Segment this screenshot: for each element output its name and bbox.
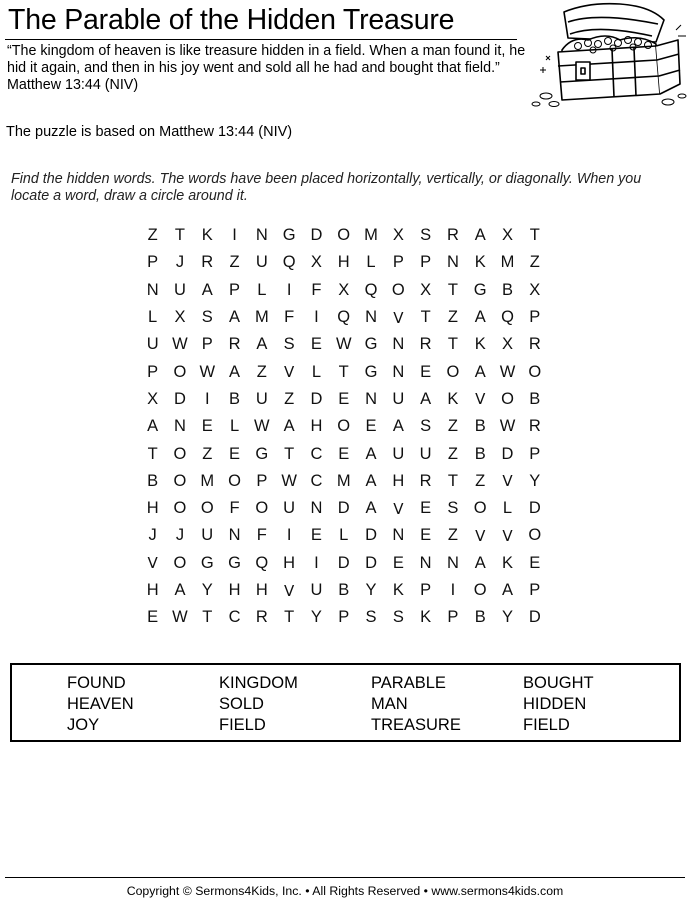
grid-letter[interactable]: B xyxy=(338,581,350,599)
grid-letter[interactable]: E xyxy=(392,553,404,572)
grid-letter[interactable]: S xyxy=(283,335,295,354)
grid-letter[interactable]: O xyxy=(501,389,514,408)
grid-letter[interactable]: N xyxy=(392,335,405,354)
grid-letter[interactable]: Y xyxy=(365,581,377,599)
grid-letter[interactable]: E xyxy=(201,417,213,436)
grid-letter[interactable]: A xyxy=(365,499,377,518)
footer-rule xyxy=(5,877,685,878)
grid-letter[interactable]: K xyxy=(474,253,486,272)
grid-letter[interactable]: I xyxy=(286,526,292,545)
grid-letter[interactable]: J xyxy=(175,253,185,272)
grid-letter[interactable]: A xyxy=(147,417,159,436)
grid-letter[interactable]: R xyxy=(419,471,432,490)
grid-letter[interactable]: Q xyxy=(337,308,351,327)
grid-letter[interactable]: O xyxy=(173,553,187,572)
grid-letter[interactable]: S xyxy=(392,608,404,627)
grid-letter[interactable]: S xyxy=(447,499,459,518)
grid-letter[interactable]: G xyxy=(255,444,269,463)
grid-letter[interactable]: O xyxy=(255,499,269,518)
grid-letter[interactable]: V xyxy=(393,499,404,518)
page-title: The Parable of the Hidden Treasure xyxy=(8,4,455,36)
word-list-item: JOY xyxy=(67,716,100,734)
grid-letter[interactable]: P xyxy=(420,581,432,599)
grid-letter[interactable]: I xyxy=(232,226,237,245)
grid-letter[interactable]: K xyxy=(447,389,459,408)
grid-letter[interactable]: Z xyxy=(229,253,240,272)
grid-letter[interactable]: B xyxy=(147,471,159,490)
grid-letter[interactable]: P xyxy=(420,253,432,272)
grid-letter[interactable]: G xyxy=(364,362,378,381)
grid-letter[interactable]: Q xyxy=(282,253,296,272)
grid-letter[interactable]: X xyxy=(529,280,541,299)
grid-letter[interactable]: E xyxy=(420,499,432,518)
grid-letter[interactable]: W xyxy=(172,335,188,354)
grid-letter[interactable]: I xyxy=(204,389,210,408)
grid-letter[interactable]: A xyxy=(474,308,486,327)
grid-letter[interactable]: T xyxy=(284,444,295,463)
grid-letter[interactable]: N xyxy=(392,526,405,545)
grid-letter[interactable]: M xyxy=(336,471,351,490)
grid-letter[interactable]: X xyxy=(502,226,514,245)
grid-letter[interactable]: E xyxy=(420,362,432,381)
word-list-box xyxy=(10,663,681,742)
grid-letter[interactable]: Q xyxy=(364,280,378,299)
grid-letter[interactable]: I xyxy=(286,280,292,299)
word-list-item: FIELD xyxy=(523,716,570,734)
word-list-item: HIDDEN xyxy=(523,695,587,713)
grid-letter[interactable]: R xyxy=(419,335,432,354)
grid-letter[interactable]: E xyxy=(310,335,322,354)
grid-letter[interactable]: O xyxy=(528,526,542,545)
grid-letter[interactable]: R xyxy=(446,226,459,245)
grid-letter[interactable]: D xyxy=(365,553,377,572)
grid-letter[interactable]: T xyxy=(529,226,540,245)
grid-letter[interactable]: P xyxy=(529,581,541,599)
grid-letter[interactable]: Z xyxy=(447,417,458,436)
grid-letter[interactable]: L xyxy=(502,499,513,518)
grid-letter[interactable]: M xyxy=(364,226,378,245)
grid-letter[interactable]: W xyxy=(335,335,352,354)
grid-letter[interactable]: O xyxy=(337,417,351,436)
puzzle-basis-text: The puzzle is based on Matthew 13:44 (NIV) xyxy=(6,124,293,140)
grid-letter[interactable]: R xyxy=(528,417,541,436)
grid-letter[interactable]: T xyxy=(147,444,158,463)
grid-letter[interactable]: A xyxy=(229,362,241,381)
grid-letter[interactable]: A xyxy=(474,553,486,572)
grid-letter[interactable]: A xyxy=(420,389,432,408)
grid-letter[interactable]: A xyxy=(229,308,241,327)
grid-letter[interactable]: V xyxy=(475,526,486,545)
grid-letter[interactable]: K xyxy=(392,581,404,599)
grid-letter[interactable]: G xyxy=(282,226,296,245)
grid-letter[interactable]: H xyxy=(228,581,241,599)
grid-letter[interactable]: E xyxy=(338,389,350,408)
grid-letter[interactable]: N xyxy=(419,553,432,572)
grid-letter[interactable]: A xyxy=(365,444,377,463)
grid-letter[interactable]: O xyxy=(173,471,187,490)
word-list-item: KINGDOM xyxy=(219,674,298,692)
grid-letter[interactable]: D xyxy=(337,553,350,572)
grid-letter[interactable]: U xyxy=(255,389,268,408)
grid-letter[interactable]: P xyxy=(338,608,350,627)
grid-letter[interactable]: D xyxy=(310,389,323,408)
grid-letter[interactable]: U xyxy=(310,581,323,599)
grid-letter[interactable]: L xyxy=(148,308,158,327)
grid-letter[interactable]: N xyxy=(255,226,268,245)
grid-letter[interactable]: O xyxy=(173,444,187,463)
grid-letter[interactable]: O xyxy=(528,362,542,381)
title-underline xyxy=(5,39,517,40)
grid-letter[interactable]: T xyxy=(447,471,458,490)
grid-letter[interactable]: V xyxy=(502,472,513,491)
grid-letter[interactable]: V xyxy=(502,526,513,545)
grid-letter[interactable]: F xyxy=(284,308,295,327)
grid-letter[interactable]: X xyxy=(338,280,350,299)
grid-letter[interactable]: R xyxy=(228,335,241,354)
grid-letter[interactable]: F xyxy=(229,499,240,518)
grid-letter[interactable]: T xyxy=(174,226,185,245)
grid-letter[interactable]: U xyxy=(392,444,405,463)
grid-letter[interactable]: H xyxy=(310,417,323,436)
grid-letter[interactable]: W xyxy=(172,608,188,627)
grid-letter[interactable]: B xyxy=(474,417,486,436)
grid-letter[interactable]: H xyxy=(255,581,268,599)
grid-letter[interactable]: G xyxy=(228,553,241,572)
grid-letter[interactable]: L xyxy=(229,417,240,436)
grid-letter[interactable]: S xyxy=(201,308,213,327)
grid-letter[interactable]: P xyxy=(392,253,404,272)
grid-letter[interactable]: V xyxy=(147,554,158,573)
grid-letter[interactable]: P xyxy=(529,444,541,463)
grid-letter[interactable]: V xyxy=(284,581,295,600)
grid-letter[interactable]: E xyxy=(420,526,432,545)
grid-letter[interactable]: K xyxy=(474,335,486,354)
grid-letter[interactable]: Y xyxy=(201,581,213,599)
grid-letter[interactable]: T xyxy=(447,280,458,299)
grid-letter[interactable]: G xyxy=(473,280,487,299)
grid-letter[interactable]: Z xyxy=(147,226,158,245)
grid-letter[interactable]: C xyxy=(310,444,323,463)
word-list-item: FOUND xyxy=(67,674,126,692)
word-list-item: SOLD xyxy=(219,695,264,713)
word-list-item: MAN xyxy=(371,695,408,713)
grid-letter[interactable]: U xyxy=(419,444,432,463)
grid-letter[interactable]: Q xyxy=(501,308,514,327)
grid-letter[interactable]: G xyxy=(364,335,378,354)
grid-letter[interactable]: D xyxy=(337,499,350,518)
grid-letter[interactable]: H xyxy=(283,553,296,572)
grid-letter[interactable]: W xyxy=(199,362,216,381)
grid-letter[interactable]: W xyxy=(499,362,516,381)
grid-letter[interactable]: V xyxy=(475,390,486,409)
grid-letter[interactable]: X xyxy=(147,389,159,408)
grid-letter[interactable]: I xyxy=(450,581,456,599)
grid-letter[interactable]: O xyxy=(473,499,487,518)
grid-letter[interactable]: P xyxy=(147,362,159,381)
grid-letter[interactable]: I xyxy=(314,553,319,572)
word-search-grid xyxy=(139,222,548,631)
grid-letter[interactable]: X xyxy=(310,253,322,272)
grid-letter[interactable]: I xyxy=(314,308,319,327)
grid-letter[interactable]: U xyxy=(173,280,186,299)
grid-letter[interactable]: Z xyxy=(475,471,486,490)
grid-letter[interactable]: X xyxy=(392,226,404,245)
grid-letter[interactable]: Z xyxy=(529,253,540,272)
grid-letter[interactable]: Z xyxy=(447,526,458,545)
word-list-item: HEAVEN xyxy=(67,695,134,713)
grid-letter[interactable]: D xyxy=(173,389,186,408)
grid-letter[interactable]: P xyxy=(447,608,459,627)
grid-letter[interactable]: A xyxy=(474,226,486,245)
grid-letter[interactable]: H xyxy=(392,471,405,490)
grid-letter[interactable]: M xyxy=(254,308,269,327)
grid-letter[interactable]: A xyxy=(283,417,295,436)
copyright-footer: Copyright © Sermons4Kids, Inc. • All Rights Reserved • www.sermons4kids.com xyxy=(126,884,564,898)
grid-letter[interactable]: L xyxy=(366,253,376,272)
grid-letter[interactable]: N xyxy=(446,253,459,272)
grid-letter[interactable]: W xyxy=(281,471,297,490)
grid-letter[interactable]: K xyxy=(420,608,432,627)
grid-letter[interactable]: Y xyxy=(310,608,322,627)
grid-letter[interactable]: D xyxy=(528,608,541,627)
grid-letter[interactable]: R xyxy=(528,335,541,354)
grid-letter[interactable]: Y xyxy=(529,471,541,490)
grid-letter[interactable]: D xyxy=(528,499,541,518)
grid-letter[interactable]: L xyxy=(311,362,322,381)
grid-letter[interactable]: O xyxy=(473,581,487,599)
grid-letter[interactable]: L xyxy=(257,280,267,299)
grid-letter[interactable]: O xyxy=(391,280,405,299)
grid-letter[interactable]: D xyxy=(310,226,323,245)
grid-letter[interactable]: N xyxy=(392,362,405,381)
word-list-item: TREASURE xyxy=(371,716,461,734)
grid-letter[interactable]: Z xyxy=(447,444,458,463)
grid-letter[interactable]: T xyxy=(420,308,431,327)
grid-letter[interactable]: H xyxy=(337,253,350,272)
puzzle-instructions: Find the hidden words. The words have been placed horizontally, vertically, or diagonally. When you locate a word, draw a circle around it. xyxy=(11,171,642,204)
grid-letter[interactable]: P xyxy=(147,253,159,272)
grid-letter[interactable]: N xyxy=(365,389,377,408)
grid-letter[interactable]: O xyxy=(337,226,351,245)
grid-letter[interactable]: O xyxy=(173,362,187,381)
grid-letter[interactable]: B xyxy=(474,608,486,627)
grid-letter[interactable]: T xyxy=(202,608,213,627)
grid-letter[interactable]: U xyxy=(283,499,296,518)
grid-letter[interactable]: Z xyxy=(447,308,458,327)
grid-letter[interactable]: A xyxy=(392,417,404,436)
grid-letter[interactable]: A xyxy=(174,581,186,599)
grid-letter[interactable]: M xyxy=(200,471,215,490)
grid-letter[interactable]: X xyxy=(420,280,432,299)
grid-letter[interactable]: M xyxy=(500,253,515,272)
grid-letter[interactable]: E xyxy=(338,444,350,463)
grid-letter[interactable]: N xyxy=(446,553,459,572)
grid-letter[interactable]: E xyxy=(147,608,159,627)
grid-letter[interactable]: A xyxy=(365,471,377,490)
grid-letter[interactable]: B xyxy=(474,444,486,463)
grid-letter[interactable]: P xyxy=(256,471,268,490)
grid-letter[interactable]: K xyxy=(201,226,213,245)
grid-letter[interactable]: P xyxy=(229,280,241,299)
grid-letter[interactable]: O xyxy=(173,499,187,518)
grid-letter[interactable]: H xyxy=(146,581,159,599)
grid-letter[interactable]: U xyxy=(255,253,268,272)
grid-letter[interactable]: J xyxy=(148,526,157,545)
grid-letter[interactable]: X xyxy=(502,335,514,354)
grid-letter[interactable]: T xyxy=(338,362,349,381)
grid-letter[interactable]: F xyxy=(256,526,267,545)
grid-letter[interactable]: L xyxy=(339,526,349,545)
grid-letter[interactable]: W xyxy=(499,417,516,436)
grid-letter[interactable]: T xyxy=(284,608,295,627)
word-list xyxy=(67,674,675,737)
grid-letter[interactable]: U xyxy=(146,335,159,354)
grid-letter[interactable]: Z xyxy=(284,389,295,408)
scripture-quote: “The kingdom of heaven is like treasure hidden in a field. When a man found it, he hid it again, and then in his joy went and sold all he had and bought that field.” Matthew 13:44 (NIV) xyxy=(7,43,526,93)
grid-letter[interactable]: H xyxy=(146,499,159,518)
grid-letter[interactable]: J xyxy=(175,526,185,545)
grid-letter[interactable]: A xyxy=(502,581,514,599)
grid-letter[interactable]: S xyxy=(420,417,432,436)
grid-letter[interactable]: O xyxy=(446,362,460,381)
grid-letter[interactable]: X xyxy=(174,308,186,327)
grid-letter[interactable]: O xyxy=(200,499,214,518)
grid-letter[interactable]: F xyxy=(311,280,322,299)
grid-letter[interactable]: S xyxy=(365,608,377,627)
grid-letter[interactable]: N xyxy=(173,417,186,436)
grid-letter[interactable]: Z xyxy=(202,444,213,463)
grid-letter[interactable]: U xyxy=(201,526,214,545)
grid-letter[interactable]: D xyxy=(365,526,377,545)
grid-letter[interactable]: Y xyxy=(502,608,514,627)
grid-letter[interactable]: E xyxy=(310,526,322,545)
grid-letter[interactable]: D xyxy=(501,444,514,463)
word-list-item: BOUGHT xyxy=(523,674,594,692)
grid-letter[interactable]: W xyxy=(254,417,270,436)
grid-letter[interactable]: C xyxy=(228,608,241,627)
grid-letter[interactable]: P xyxy=(529,308,541,327)
grid-letter[interactable]: C xyxy=(310,471,323,490)
grid-letter[interactable]: G xyxy=(200,553,214,572)
grid-letter[interactable]: P xyxy=(201,335,213,354)
grid-letter[interactable]: V xyxy=(393,308,404,327)
grid-letter[interactable]: A xyxy=(256,335,268,354)
grid-letter[interactable]: R xyxy=(201,253,214,272)
grid-letter[interactable]: E xyxy=(229,444,241,463)
grid-letter[interactable]: T xyxy=(447,335,458,354)
treasure-chest-illustration xyxy=(528,0,688,110)
grid-letter[interactable]: N xyxy=(310,499,323,518)
grid-letter[interactable]: B xyxy=(529,389,541,408)
grid-letter[interactable]: E xyxy=(365,417,377,436)
grid-letter[interactable]: O xyxy=(228,471,241,490)
grid-letter[interactable]: A xyxy=(474,362,486,381)
grid-letter[interactable]: U xyxy=(392,389,405,408)
grid-letter[interactable]: B xyxy=(229,389,241,408)
grid-letter[interactable]: A xyxy=(201,280,213,299)
grid-letter[interactable]: V xyxy=(284,363,295,382)
word-list-item: PARABLE xyxy=(371,674,446,692)
grid-letter[interactable]: N xyxy=(365,308,377,327)
grid-letter[interactable]: S xyxy=(420,226,432,245)
word-list-item: FIELD xyxy=(219,716,266,734)
grid-letter[interactable]: Z xyxy=(256,362,267,381)
grid-letter[interactable]: E xyxy=(529,553,541,572)
grid-letter[interactable]: N xyxy=(146,280,159,299)
grid-letter[interactable]: N xyxy=(228,526,241,545)
grid-letter[interactable]: R xyxy=(255,608,268,627)
grid-letter[interactable]: Q xyxy=(255,553,269,572)
grid-letter[interactable]: B xyxy=(502,280,514,299)
grid-letter[interactable]: K xyxy=(502,553,514,572)
